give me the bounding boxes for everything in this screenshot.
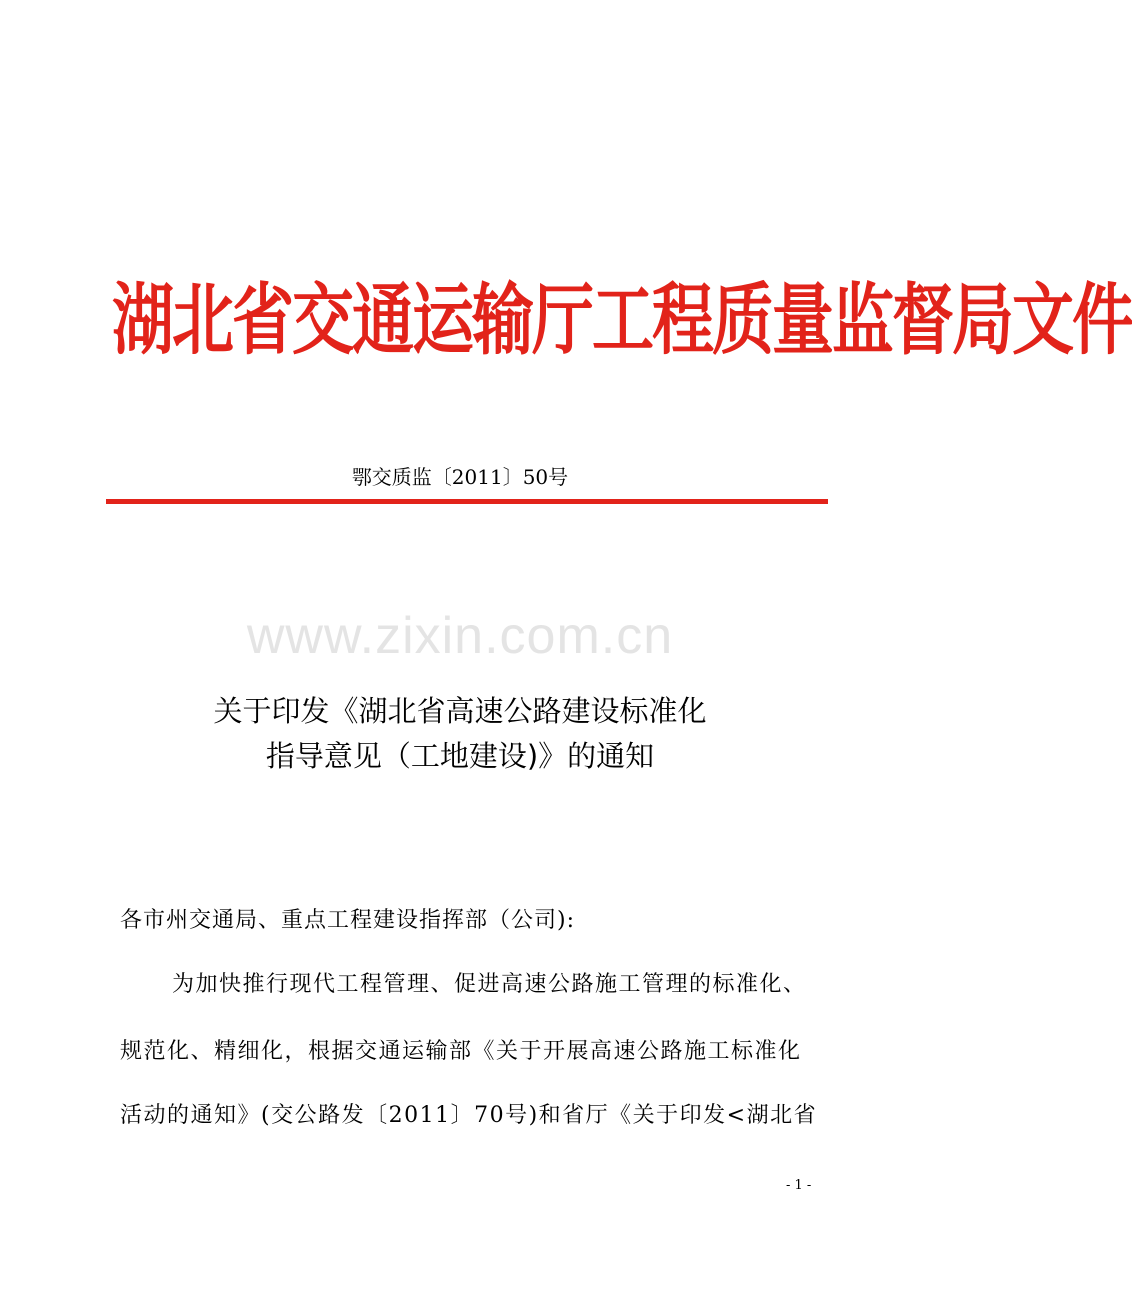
page-number: - 1 - xyxy=(786,1178,812,1193)
notice-title-line2: 指导意见（工地建设)》的通知 xyxy=(265,739,655,773)
body-paragraph-line: 活动的通知》(交公路发〔2011〕70号)和省厅《关于印发<湖北省 xyxy=(120,1103,818,1128)
red-divider-line xyxy=(106,499,828,504)
document-header-title: 湖北省交通运输厅工程质量监督局文件 xyxy=(112,273,1132,365)
watermark-text: www.zixin.com.cn xyxy=(246,607,674,665)
body-paragraph-line: 规范化、精细化，根据交通运输部《关于开展高速公路施工标准化 xyxy=(120,1039,802,1064)
body-paragraph-line: 为加快推行现代工程管理、促进高速公路施工管理的标准化、 xyxy=(172,972,807,997)
document-number: 鄂交质监〔2011〕50号 xyxy=(351,465,569,489)
salutation: 各市州交通局、重点工程建设指挥部（公司): xyxy=(120,908,575,933)
notice-title-line1: 关于印发《湖北省高速公路建设标准化 xyxy=(213,694,707,728)
